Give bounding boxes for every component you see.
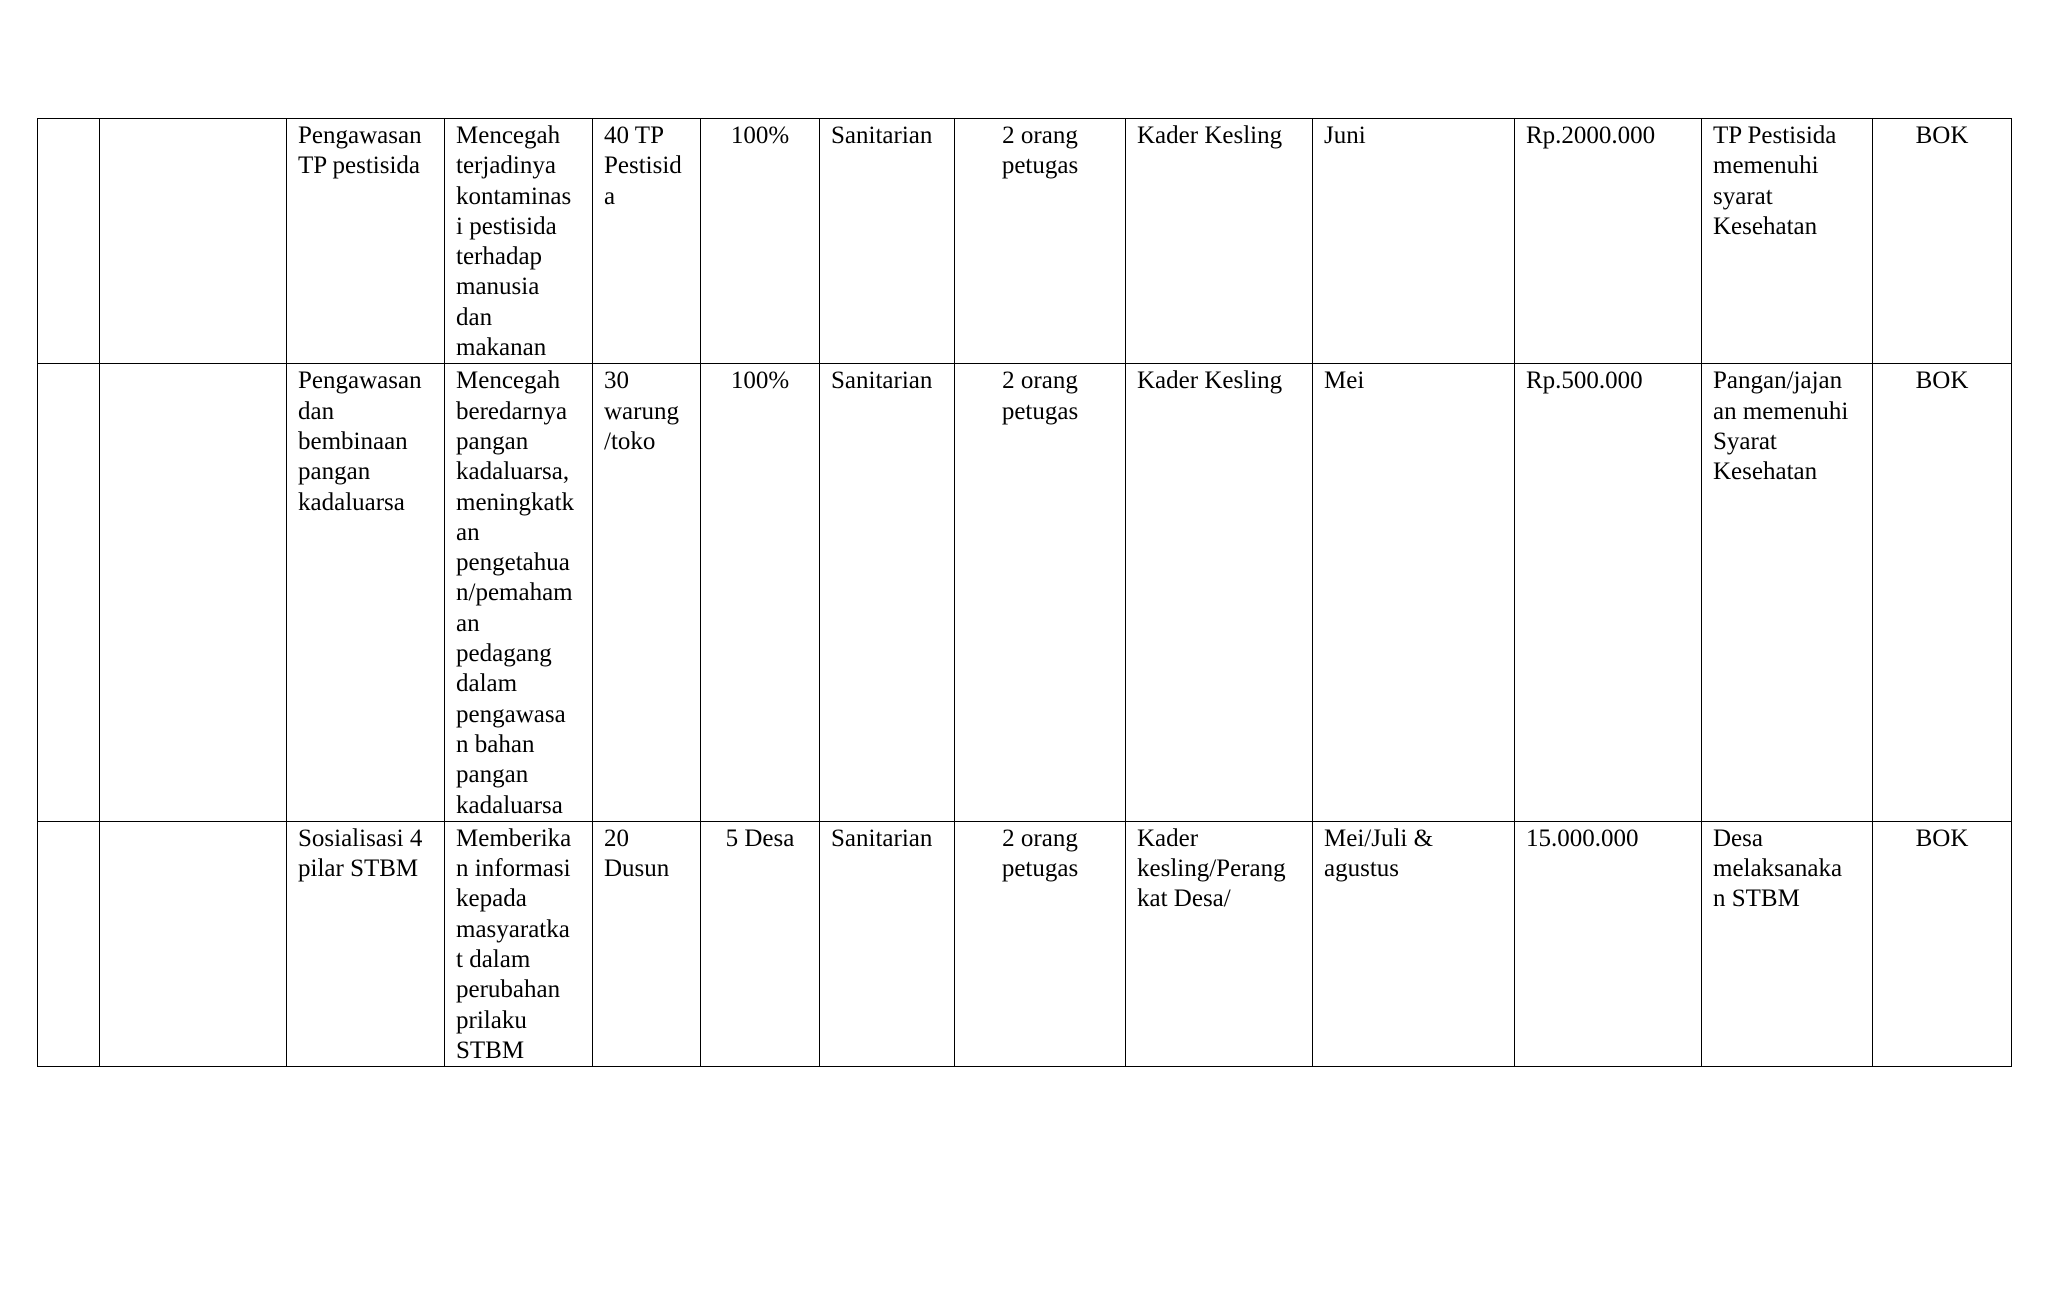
cell-program xyxy=(100,364,287,821)
cell-indikator: Desa melaksanaka n STBM xyxy=(1702,821,1873,1066)
table-row xyxy=(38,821,2012,1066)
activity-plan-table xyxy=(37,118,2012,1067)
cell-program xyxy=(100,119,287,364)
cell-waktu: Juni xyxy=(1313,119,1515,364)
cell-tujuan: Mencegah terjadinya kontaminas i pestisida terhadap manusia dan makanan xyxy=(445,119,593,364)
cell-penanggung-jawab: Sanitarian xyxy=(820,821,955,1066)
cell-number xyxy=(38,821,100,1066)
cell-sumber-daya: 2 orang petugas xyxy=(955,119,1126,364)
cell-sasaran: 40 TP Pestisid a xyxy=(593,119,701,364)
cell-target: 100% xyxy=(701,119,820,364)
cell-penanggung-jawab: Sanitarian xyxy=(820,119,955,364)
cell-target: 5 Desa xyxy=(701,821,820,1066)
cell-sumber-dana: BOK xyxy=(1873,364,2012,821)
cell-waktu: Mei xyxy=(1313,364,1515,821)
cell-kegiatan: Pengawasan dan bembinaan pangan kadaluarsa xyxy=(287,364,445,821)
cell-kegiatan: Pengawasan TP pestisida xyxy=(287,119,445,364)
cell-number xyxy=(38,119,100,364)
table-row xyxy=(38,119,2012,364)
cell-mitra: Kader kesling/Perang kat Desa/ xyxy=(1126,821,1313,1066)
cell-sasaran: 20 Dusun xyxy=(593,821,701,1066)
cell-indikator: TP Pestisida memenuhi syarat Kesehatan xyxy=(1702,119,1873,364)
cell-kegiatan: Sosialisasi 4 pilar STBM xyxy=(287,821,445,1066)
cell-biaya: Rp.500.000 xyxy=(1515,364,1702,821)
cell-sumber-dana: BOK xyxy=(1873,119,2012,364)
cell-indikator: Pangan/jajan an memenuhi Syarat Kesehatan xyxy=(1702,364,1873,821)
cell-sasaran: 30 warung /toko xyxy=(593,364,701,821)
cell-waktu: Mei/Juli & agustus xyxy=(1313,821,1515,1066)
cell-sumber-dana: BOK xyxy=(1873,821,2012,1066)
cell-tujuan: Mencegah beredarnya pangan kadaluarsa, meningkatk an pengetahua n/pemaham an pedagang dalam pengawasa n bahan pangan kadaluarsa xyxy=(445,364,593,821)
cell-program xyxy=(100,821,287,1066)
cell-biaya: 15.000.000 xyxy=(1515,821,1702,1066)
table-row xyxy=(38,364,2012,821)
cell-number xyxy=(38,364,100,821)
cell-sumber-daya: 2 orang petugas xyxy=(955,821,1126,1066)
cell-mitra: Kader Kesling xyxy=(1126,119,1313,364)
cell-tujuan: Memberika n informasi kepada masyaratka t dalam perubahan prilaku STBM xyxy=(445,821,593,1066)
cell-biaya: Rp.2000.000 xyxy=(1515,119,1702,364)
cell-mitra: Kader Kesling xyxy=(1126,364,1313,821)
cell-penanggung-jawab: Sanitarian xyxy=(820,364,955,821)
cell-sumber-daya: 2 orang petugas xyxy=(955,364,1126,821)
cell-target: 100% xyxy=(701,364,820,821)
